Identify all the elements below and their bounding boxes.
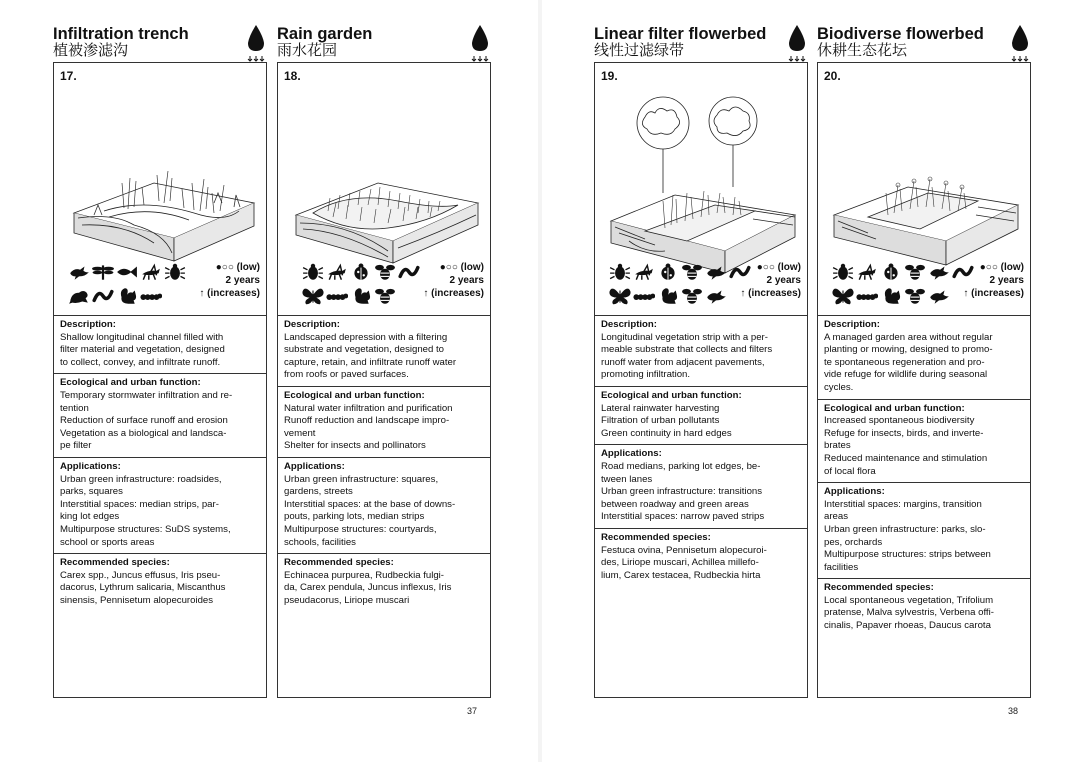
section-line: dacorus, Lythrum salicaria, Miscanthus bbox=[60, 582, 226, 594]
frequency-level: ●○○ (low) bbox=[215, 262, 260, 273]
grasshopper-icon bbox=[326, 263, 348, 281]
frequency-trend: ↑ (increases) bbox=[963, 288, 1024, 299]
beetle-icon bbox=[164, 263, 186, 281]
card-title-en: Rain garden bbox=[277, 25, 373, 43]
section-line: Urban green infrastructure: parks, slo- bbox=[824, 523, 986, 535]
frequency-period: 2 years bbox=[225, 275, 260, 286]
section-line: Interstitial spaces: narrow paved strips bbox=[601, 511, 765, 523]
bee-icon bbox=[681, 287, 703, 305]
bird-icon bbox=[705, 287, 727, 305]
section-line: pes, orchards bbox=[824, 536, 883, 548]
section-heading: Ecological and urban function: bbox=[284, 389, 425, 401]
frequency-level: ●○○ (low) bbox=[439, 262, 484, 273]
maintenance-frequency bbox=[423, 261, 484, 300]
section-line: A managed garden area without regular bbox=[824, 331, 993, 343]
section-heading: Description: bbox=[601, 319, 657, 330]
card-section bbox=[595, 387, 807, 445]
section-heading: Recommended species: bbox=[60, 557, 170, 569]
section-line: Road medians, parking lot edges, be- bbox=[601, 460, 761, 472]
section-line: promoting infiltration. bbox=[601, 369, 691, 381]
card-title-en: Infiltration trench bbox=[53, 25, 189, 43]
section-line: lium, Carex testacea, Rudbeckia hirta bbox=[601, 569, 761, 581]
card-sections bbox=[818, 315, 1030, 637]
section-heading: Ecological and urban function: bbox=[60, 377, 201, 389]
section-line: des, Liriope muscari, Achillea millefo- bbox=[601, 557, 759, 569]
section-line: schools, facilities bbox=[284, 536, 356, 548]
section-line: cycles. bbox=[824, 381, 854, 393]
beetle-icon bbox=[302, 263, 324, 281]
bee-icon bbox=[904, 263, 926, 281]
section-heading: Applications: bbox=[824, 486, 885, 498]
fauna-icons bbox=[609, 263, 749, 307]
fauna-icons bbox=[68, 263, 184, 307]
section-line: Shallow longitudinal channel filled with bbox=[60, 331, 224, 343]
section-line: sinensis, Pennisetum alopecuroides bbox=[60, 594, 214, 606]
section-heading: Applications: bbox=[60, 460, 121, 472]
section-line: brates bbox=[824, 440, 851, 452]
section-line: planting or mowing, designed to promo- bbox=[824, 344, 993, 356]
fish-icon bbox=[116, 263, 138, 281]
card-body bbox=[277, 62, 491, 698]
beetle-icon bbox=[832, 263, 854, 281]
section-line: pouts, parking lots, median strips bbox=[284, 511, 425, 523]
frequency-level: ●○○ (low) bbox=[979, 262, 1024, 273]
card-section bbox=[595, 445, 807, 529]
section-line: Urban green infrastructure: transitions bbox=[601, 486, 763, 498]
frequency-period: 2 years bbox=[449, 275, 484, 286]
beetle-icon bbox=[609, 263, 631, 281]
card-section bbox=[278, 387, 490, 458]
section-line: da, Carex pendula, Juncus inflexus, Iris bbox=[284, 582, 452, 594]
section-line: tention bbox=[60, 402, 89, 414]
card-body bbox=[594, 62, 808, 698]
card-section bbox=[818, 400, 1030, 484]
section-heading: Recommended species: bbox=[601, 531, 711, 543]
bird-icon bbox=[928, 287, 950, 305]
bird-icon bbox=[928, 263, 950, 281]
card-title-cn: 休耕生态花坛 bbox=[817, 42, 908, 59]
butterfly-icon bbox=[302, 287, 324, 305]
caterpillar-icon bbox=[633, 287, 655, 305]
caterpillar-icon bbox=[856, 287, 878, 305]
card-section bbox=[818, 579, 1030, 636]
section-line: Urban green infrastructure: squares, bbox=[284, 473, 439, 485]
section-line: gardens, streets bbox=[284, 486, 353, 498]
section-heading: Recommended species: bbox=[824, 582, 934, 594]
card-infiltration-trench bbox=[53, 22, 267, 606]
card-body bbox=[53, 62, 267, 698]
section-line: capture, retain, and infiltrate runoff water bbox=[284, 356, 457, 368]
section-line: Interstitial spaces: at the base of downs- bbox=[284, 498, 456, 510]
squirrel-icon bbox=[350, 287, 372, 305]
section-line: Natural water infiltration and purification bbox=[284, 402, 453, 414]
bee-icon bbox=[904, 287, 926, 305]
card-section bbox=[595, 529, 807, 586]
section-line: Carex spp., Juncus effusus, Iris pseu- bbox=[60, 569, 221, 581]
section-heading: Description: bbox=[60, 319, 116, 330]
water-drop-icon bbox=[786, 24, 808, 62]
bird-icon bbox=[705, 263, 727, 281]
section-heading: Ecological and urban function: bbox=[601, 389, 742, 401]
card-rain-garden bbox=[277, 22, 491, 606]
maintenance-frequency bbox=[740, 261, 801, 300]
fauna-icons bbox=[292, 263, 408, 307]
ladybug-icon bbox=[657, 263, 679, 281]
butterfly-icon bbox=[609, 287, 631, 305]
grasshopper-icon bbox=[856, 263, 878, 281]
section-line: runoff water from adjacent pavements, bbox=[601, 356, 765, 368]
ladybug-icon bbox=[880, 263, 902, 281]
card-section bbox=[595, 316, 807, 387]
frequency-level: ●○○ (low) bbox=[756, 262, 801, 273]
section-line: parks, squares bbox=[60, 486, 123, 498]
section-line: Echinacea purpurea, Rudbeckia fulgi- bbox=[284, 569, 444, 581]
section-line: cinalis, Papaver rhoeas, Daucus carota bbox=[824, 620, 991, 632]
frequency-trend: ↑ (increases) bbox=[740, 288, 801, 299]
section-line: Local spontaneous vegetation, Trifolium bbox=[824, 594, 994, 606]
bee-icon bbox=[374, 263, 396, 281]
dragonfly-icon bbox=[92, 263, 114, 281]
section-line: Filtration of urban pollutants bbox=[601, 415, 720, 427]
squirrel-icon bbox=[657, 287, 679, 305]
section-line: to collect, convey, and infiltrate runoff. bbox=[60, 356, 221, 368]
section-line: Runoff reduction and landscape impro- bbox=[284, 415, 450, 427]
section-heading: Applications: bbox=[601, 448, 662, 460]
card-section bbox=[818, 483, 1030, 579]
card-header bbox=[53, 22, 267, 62]
card-section bbox=[278, 554, 490, 611]
card-section bbox=[54, 316, 266, 374]
fauna-row bbox=[284, 259, 484, 307]
card-number: 19. bbox=[601, 69, 618, 83]
section-line: Green continuity in hard edges bbox=[601, 427, 732, 439]
section-line: substrate and vegetation, designed to bbox=[284, 344, 445, 356]
section-line: Lateral rainwater harvesting bbox=[601, 402, 720, 414]
section-heading: Ecological and urban function: bbox=[824, 402, 965, 414]
fauna-row bbox=[60, 259, 260, 307]
section-line: pe filter bbox=[60, 440, 92, 452]
section-line: Temporary stormwater infiltration and re- bbox=[60, 389, 233, 401]
card-section bbox=[54, 554, 266, 611]
card-header bbox=[594, 22, 808, 62]
card-linear-filter-flowerbed bbox=[594, 22, 808, 581]
section-line: tween lanes bbox=[601, 473, 653, 485]
section-line: vide refuge for wildlife during seasonal bbox=[824, 369, 988, 381]
section-line: pseudacorus, Liriope muscari bbox=[284, 594, 410, 606]
section-line: te spontaneous regeneration and pro- bbox=[824, 356, 985, 368]
card-number: 20. bbox=[824, 69, 841, 83]
card-title-cn: 雨水花园 bbox=[277, 42, 338, 59]
frog-icon bbox=[68, 287, 90, 305]
card-section bbox=[818, 316, 1030, 400]
card-number: 18. bbox=[284, 69, 301, 83]
card-sections bbox=[595, 315, 807, 586]
frequency-period: 2 years bbox=[766, 275, 801, 286]
section-line: pratense, Malva sylvestris, Verbena offi- bbox=[824, 607, 994, 619]
water-drop-icon bbox=[245, 24, 267, 62]
section-line: Interstitial spaces: median strips, par- bbox=[60, 498, 219, 510]
section-line: king lot edges bbox=[60, 511, 120, 523]
frequency-trend: ↑ (increases) bbox=[423, 288, 484, 299]
section-line: Multipurpose structures: SuDS systems, bbox=[60, 523, 231, 535]
fauna-row bbox=[824, 259, 1024, 307]
section-line: Longitudinal vegetation strip with a per- bbox=[601, 331, 768, 343]
section-line: areas bbox=[824, 511, 848, 523]
card-sections bbox=[54, 315, 266, 611]
frequency-period: 2 years bbox=[989, 275, 1024, 286]
section-heading: Description: bbox=[284, 319, 340, 330]
bee-icon bbox=[681, 263, 703, 281]
section-line: Vegetation as a biological and landsca- bbox=[60, 427, 227, 439]
section-line: Festuca ovina, Pennisetum alopecuroi- bbox=[601, 544, 767, 556]
section-line: Multipurpose structures: strips between bbox=[824, 549, 991, 561]
section-heading: Applications: bbox=[284, 460, 345, 472]
card-number: 17. bbox=[60, 69, 77, 83]
maintenance-frequency bbox=[963, 261, 1024, 300]
section-line: facilities bbox=[824, 561, 859, 573]
grasshopper-icon bbox=[140, 263, 162, 281]
butterfly-icon bbox=[832, 287, 854, 305]
section-line: of local flora bbox=[824, 465, 876, 477]
card-section bbox=[54, 458, 266, 554]
card-sections bbox=[278, 315, 490, 611]
bird-icon bbox=[68, 263, 90, 281]
section-line: between roadway and green areas bbox=[601, 498, 749, 510]
section-line: filter material and vegetation, designed bbox=[60, 344, 225, 356]
caterpillar-icon bbox=[326, 287, 348, 305]
section-line: vement bbox=[284, 427, 316, 439]
section-heading: Recommended species: bbox=[284, 557, 394, 569]
card-title-cn: 植被渗滤沟 bbox=[53, 42, 129, 59]
section-line: Increased spontaneous biodiversity bbox=[824, 415, 975, 427]
card-body bbox=[817, 62, 1031, 698]
ladybug-icon bbox=[350, 263, 372, 281]
grasshopper-icon bbox=[633, 263, 655, 281]
section-line: Refuge for insects, birds, and inverte- bbox=[824, 427, 984, 439]
section-heading: Description: bbox=[824, 319, 880, 330]
card-title-cn: 线性过滤绿带 bbox=[594, 42, 685, 59]
card-section bbox=[278, 458, 490, 554]
frequency-trend: ↑ (increases) bbox=[199, 288, 260, 299]
squirrel-icon bbox=[116, 287, 138, 305]
card-title-en: Biodiverse flowerbed bbox=[817, 25, 984, 43]
card-section bbox=[278, 316, 490, 387]
section-line: Interstitial spaces: margins, transition bbox=[824, 498, 982, 510]
caterpillar-icon bbox=[140, 287, 162, 305]
card-section bbox=[54, 374, 266, 458]
fauna-icons bbox=[832, 263, 972, 307]
squirrel-icon bbox=[880, 287, 902, 305]
section-line: Shelter for insects and pollinators bbox=[284, 440, 426, 452]
water-drop-icon bbox=[1009, 24, 1031, 62]
fauna-row bbox=[601, 259, 801, 307]
page-number: 38 bbox=[1008, 706, 1019, 716]
card-header bbox=[277, 22, 491, 62]
card-header bbox=[817, 22, 1031, 62]
section-line: Reduced maintenance and stimulation bbox=[824, 452, 988, 464]
section-line: Urban green infrastructure: roadsides, bbox=[60, 473, 222, 485]
section-line: Multipurpose structures: courtyards, bbox=[284, 523, 437, 535]
maintenance-frequency bbox=[199, 261, 260, 300]
section-line: Reduction of surface runoff and erosion bbox=[60, 415, 228, 427]
section-line: from roofs or paved surfaces. bbox=[284, 369, 409, 381]
card-title-en: Linear filter flowerbed bbox=[594, 25, 767, 43]
bee-icon bbox=[374, 287, 396, 305]
card-biodiverse-flowerbed bbox=[817, 22, 1031, 632]
worm-icon bbox=[92, 287, 114, 305]
page-number: 37 bbox=[467, 706, 478, 716]
section-line: meable substrate that collects and filters bbox=[601, 344, 773, 356]
water-drop-icon bbox=[469, 24, 491, 62]
worm-icon bbox=[398, 263, 420, 281]
section-line: school or sports areas bbox=[60, 536, 155, 548]
section-line: Landscaped depression with a filtering bbox=[284, 331, 448, 343]
